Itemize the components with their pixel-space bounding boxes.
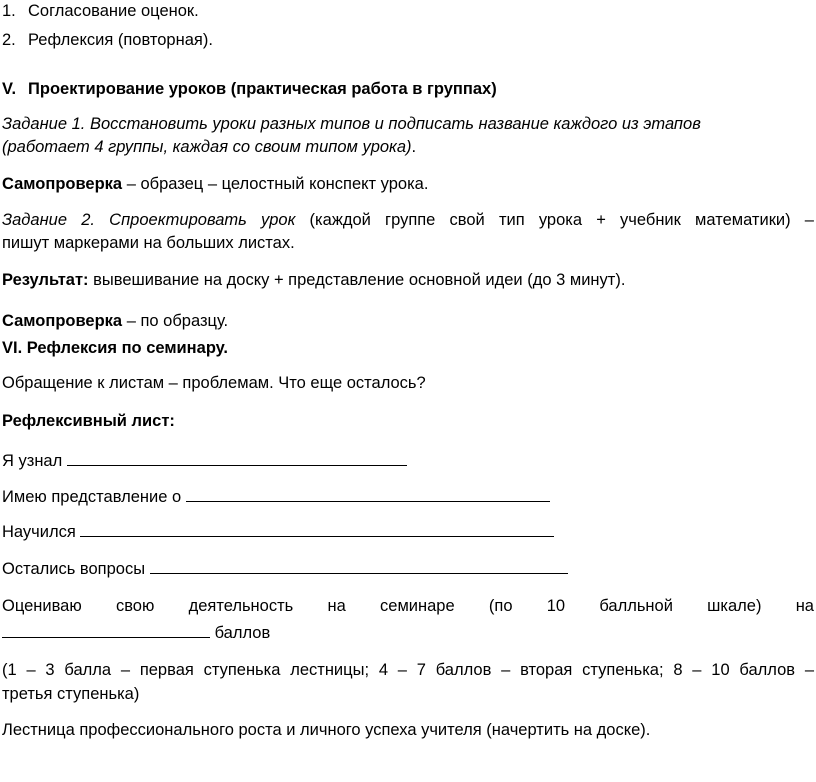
task-text-end: . (411, 138, 417, 156)
paragraph-line: пишут маркерами на больших листах. (2, 234, 295, 252)
rating-line (2, 623, 270, 643)
blank-line (150, 559, 568, 574)
paragraph-text: – по образцу. (122, 312, 229, 330)
form-line (2, 487, 550, 507)
list-number: 1. (2, 2, 16, 20)
form-label: Я узнал (2, 452, 63, 470)
section-number: V. (2, 80, 17, 98)
rating-unit: баллов (214, 624, 271, 642)
list-text: Согласование оценок. (28, 2, 199, 20)
paragraph-text: вывешивание на доску + представление основной идеи (до 3 минут). (88, 271, 626, 289)
section-heading: VI. Рефлексия по семинару. (2, 339, 228, 357)
blank-line (186, 487, 550, 502)
paragraph-line: третья ступенька) (2, 685, 140, 703)
blank-line (67, 451, 407, 466)
paragraph (2, 311, 228, 331)
paragraph (2, 270, 625, 290)
form-line (2, 522, 554, 542)
task-text-italic: Задание 2. Спроектировать урок (2, 211, 296, 229)
paragraph-text: – образец – целостный конспект урока. (122, 175, 429, 193)
paragraph: (1 – 3 балла – первая ступенька лестницы; 4 – 7 баллов – вторая ступенька; 8 – 10 баллов – (2, 661, 814, 679)
paragraph (2, 174, 428, 194)
section-heading (2, 79, 497, 99)
form-label: Остались вопросы (2, 560, 146, 578)
paragraph: Обращение к листам – проблемам. Что еще осталось? (2, 374, 426, 392)
paragraph: Лестница профессионального роста и личного успеха учителя (начертить на доске). (2, 721, 651, 739)
blank-line (80, 522, 554, 537)
bold-label: Самопроверка (2, 175, 123, 193)
sheet-title: Рефлексивный лист: (2, 412, 175, 430)
task-text-line: Задание 1. Восстановить уроки разных типов и подписать название каждого из этапов (2, 115, 701, 133)
form-line (2, 451, 407, 471)
paragraph (2, 210, 814, 230)
paragraph-text: (каждой группе свой тип урока + учебник математики) – (295, 211, 814, 229)
task-text-line (2, 137, 416, 157)
list-item (2, 1, 199, 21)
rating-line: Оцениваю свою деятельность на семинаре (по 10 балльной шкале) на (2, 597, 814, 615)
bold-label: Результат: (2, 271, 89, 289)
form-label: Научился (2, 523, 76, 541)
section-title: Проектирование уроков (практическая работа в группах) (28, 80, 497, 98)
list-item (2, 30, 213, 50)
task-text-italic: (работает 4 группы, каждая со своим типом урока) (2, 138, 412, 156)
form-label: Имею представление о (2, 488, 182, 506)
list-number: 2. (2, 31, 16, 49)
bold-label: Самопроверка (2, 312, 123, 330)
list-text: Рефлексия (повторная). (28, 31, 213, 49)
form-line (2, 559, 568, 579)
blank-line (2, 623, 210, 638)
